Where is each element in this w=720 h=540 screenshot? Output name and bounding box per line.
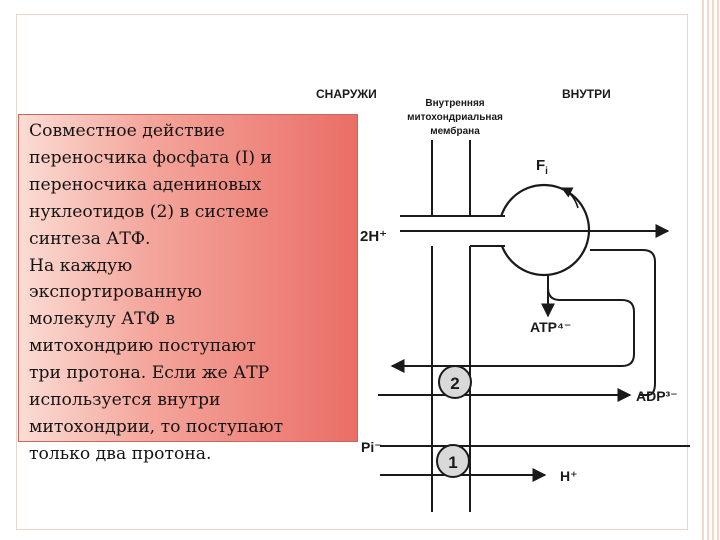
pi-label: Pi⁻ (361, 439, 382, 455)
caption-line: митохондрии, то поступают (29, 416, 284, 437)
h-label: H⁺ (560, 468, 578, 484)
caption-line: синтеза АТФ. (29, 228, 151, 249)
caption-line: молекулу АТФ в (29, 309, 176, 330)
caption-line: переносчика адениновых (29, 174, 262, 195)
caption-line: На каждую (29, 255, 133, 276)
caption-line: нуклеотидов (2) в системе (29, 201, 269, 222)
membrane-label-line-3: мембрана (430, 126, 480, 137)
carrier-2-label: 2 (450, 374, 460, 393)
caption-line: используется внутри (29, 390, 221, 411)
caption-line: переносчика фосфата (I) и (29, 147, 272, 168)
caption-line: только два протона. (29, 443, 212, 464)
caption-line: три протона. Если же АТР (29, 363, 270, 384)
proton-label: 2H⁺ (360, 228, 388, 245)
caption-line: экспортированную (29, 282, 203, 303)
outside-label: СНАРУЖИ (316, 87, 377, 101)
adp-return-path (590, 250, 655, 395)
caption-line: митохондрию поступают (29, 336, 256, 357)
carrier-1-label: 1 (448, 453, 458, 472)
caption-line: Совместное действие (29, 121, 225, 141)
membrane-label-line-1: Внутренняя (425, 98, 485, 109)
atp-path (392, 274, 634, 366)
adp-label: ADP³⁻ (636, 388, 678, 404)
phosphate-label: $F_i$ (536, 157, 548, 177)
atp-label: ATP⁴⁻ (530, 319, 572, 335)
membrane-label-line-2: митохондриальная (407, 112, 503, 123)
inside-label: ВНУТРИ (562, 87, 611, 101)
caption-text (29, 118, 359, 468)
